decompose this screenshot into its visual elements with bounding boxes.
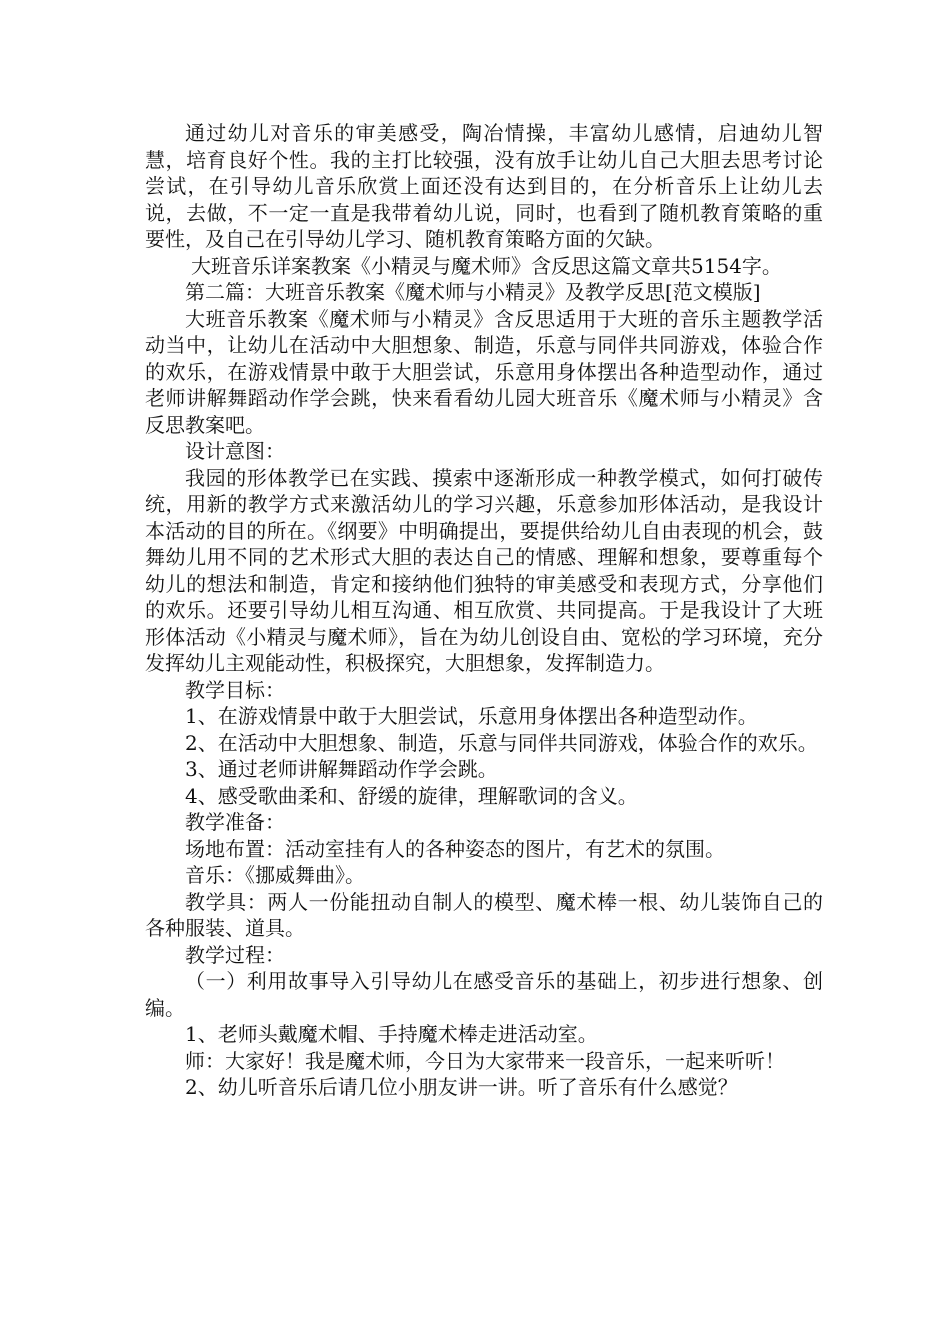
paragraph-teacher-line: 师：大家好！我是魔术师，今日为大家带来一段音乐，一起来听听！ <box>185 1048 785 1073</box>
list-item-goal-2: 2、在活动中大胆想象、制造，乐意与同伴共同游戏，体验合作的欢乐。 <box>185 730 818 755</box>
heading-design-intent: 设计意图： <box>185 439 285 463</box>
document-body <box>145 120 823 1101</box>
list-item-step-1: 1、老师头戴魔术帽、手持魔术棒走进活动室。 <box>185 1022 598 1046</box>
paragraph-design-intent: 我园的形体教学已在实践、摸索中逐渐形成一种教学模式，如何打破传统，用新的教学方式来激活幼儿的学习兴趣，乐意参加形体活动，是我设计本活动的目的所在。《纲要》中明确提出，要提供给幼儿自由表现的机会，鼓舞幼儿用不同的艺术形式大胆的表达自己的情感、理解和想象，要尊重每个幼儿的想法和制造，肯定和接纳他们独特的审美感受和表现方式，分享他们的欢乐。还要引导幼儿相互沟通、相互欣赏、共同提高。于是我设计了大班形体活动《小精灵与魔术师》，旨在为幼儿创设自由、宽松的学习环境，充分发挥幼儿主观能动性，积极探究，大胆想象，发挥制造力。 <box>145 465 823 675</box>
list-item-goal-3: 3、通过老师讲解舞蹈动作学会跳。 <box>185 757 498 781</box>
heading-teaching-process: 教学过程： <box>185 942 285 967</box>
list-item-goal-4: 4、感受歌曲柔和、舒缓的旋律，理解歌词的含义。 <box>185 783 638 808</box>
list-item-step-2: 2、幼儿听音乐后请几位小朋友讲一讲。听了音乐有什么感觉？ <box>185 1075 738 1099</box>
heading-teaching-goals: 教学目标： <box>185 677 285 702</box>
paragraph-step-one: （一）利用故事导入引导幼儿在感受音乐的基础上，初步进行想象、创编。 <box>145 969 823 1020</box>
heading-teaching-preparation: 教学准备： <box>185 810 285 834</box>
paragraph-reflection-summary: 通过幼儿对音乐的审美感受，陶冶情操，丰富幼儿感情，启迪幼儿智慧，培育良好个性。我的主打比较强，没有放手让幼儿自己大胆去思考讨论尝试，在引导幼儿音乐欣赏上面还没有达到目的，在分析音乐上让幼儿去说，去做，不一定一直是我带着幼儿说，同时，也看到了随机教育策略的重要性，及自己在引导幼儿学习、随机教育策略方面的欠缺。 <box>145 121 823 251</box>
paragraph-music: 音乐：《挪威舞曲》。 <box>185 863 365 887</box>
list-item-goal-1: 1、在游戏情景中敢于大胆尝试，乐意用身体摆出各种造型动作。 <box>185 704 758 728</box>
section-heading-second-article: 第二篇：大班音乐教案《魔术师与小精灵》及教学反思[范文模版] <box>185 280 761 304</box>
paragraph-intro: 大班音乐教案《魔术师与小精灵》含反思适用于大班的音乐主题教学活动当中，让幼儿在活动中大胆想象、制造，乐意与同伴共同游戏，体验合作的欢乐，在游戏情景中敢于大胆尝试，乐意用身体摆出各种造型动作，通过老师讲解舞蹈动作学会跳，快来看看幼儿园大班音乐《魔术师与小精灵》含反思教案吧。 <box>145 306 823 437</box>
paragraph-venue-setup: 场地布置：活动室挂有人的各种姿态的图片，有艺术的氛围。 <box>185 836 725 861</box>
paragraph-word-count-note: 大班音乐详案教案《小精灵与魔术师》含反思这篇文章共5154字。 <box>191 253 782 278</box>
paragraph-teaching-aids: 教学具：两人一份能扭动自制人的模型、魔术棒一根、幼儿装饰自己的各种服装、道具。 <box>145 889 823 940</box>
